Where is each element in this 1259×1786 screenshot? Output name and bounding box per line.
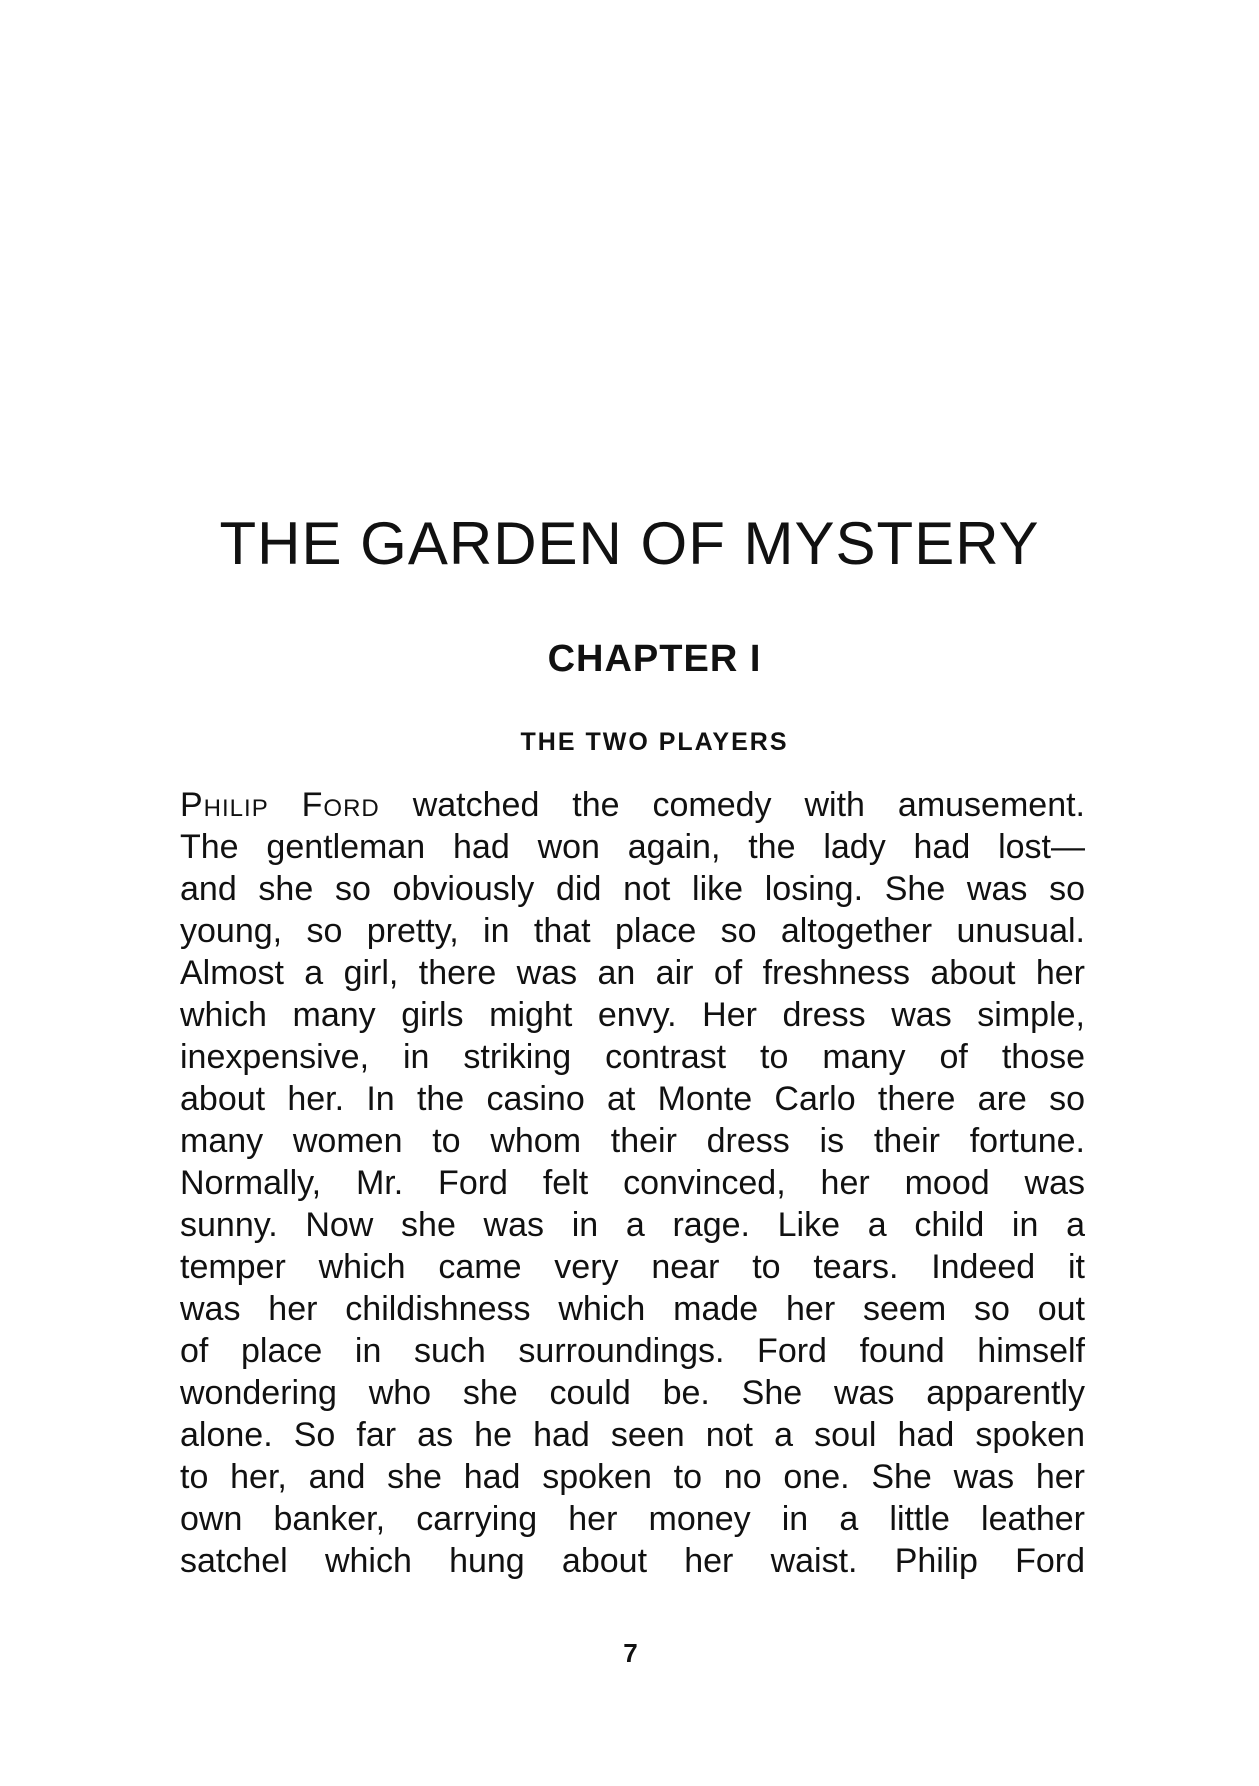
opening-name-first: Philip xyxy=(180,786,269,824)
text-line: The gentleman had won again, the lady had lost— xyxy=(180,828,1085,866)
chapter-number: CHAPTER I xyxy=(547,638,762,680)
text-line: Normally, Mr. Ford felt convinced, her mood was xyxy=(180,1164,1085,1202)
text-line: own banker, carrying her money in a little leather xyxy=(180,1500,1085,1538)
text-line: satchel which hung about her waist. Philip Ford xyxy=(180,1542,1085,1580)
book-title: THE GARDEN OF MYSTERY xyxy=(219,510,1040,577)
text-line: many women to whom their dress is their fortune. xyxy=(180,1122,1085,1160)
text-line: was her childishness which made her seem so out xyxy=(180,1290,1085,1328)
text-line: which many girls might envy. Her dress was simple, xyxy=(180,996,1085,1034)
text-line: to her, and she had spoken to no one. She was her xyxy=(180,1458,1085,1496)
text-line: and she so obviously did not like losing. She was so xyxy=(180,870,1085,908)
text-line: wondering who she could be. She was apparently xyxy=(180,1374,1085,1412)
chapter-title: THE TWO PLAYERS xyxy=(520,728,789,756)
text-line: Almost a girl, there was an air of freshness about her xyxy=(180,954,1085,992)
text-line: young, so pretty, in that place so altogether unusual. xyxy=(180,912,1085,950)
opening-rest: watched the comedy with amusement. xyxy=(412,786,1085,824)
text-line: sunny. Now she was in a rage. Like a child in a xyxy=(180,1206,1085,1244)
text-line: alone. So far as he had seen not a soul had spoken xyxy=(180,1416,1085,1454)
body-text xyxy=(180,784,1085,1582)
page-number: 7 xyxy=(623,1638,638,1668)
text-line: of place in such surroundings. Ford found himself xyxy=(180,1332,1085,1370)
text-line: inexpensive, in striking contrast to many of those xyxy=(180,1038,1085,1076)
text-line: temper which came very near to tears. Indeed it xyxy=(180,1248,1085,1286)
text-line xyxy=(180,784,1085,826)
opening-name-last: Ford xyxy=(301,786,380,824)
text-line: about her. In the casino at Monte Carlo there are so xyxy=(180,1080,1085,1118)
